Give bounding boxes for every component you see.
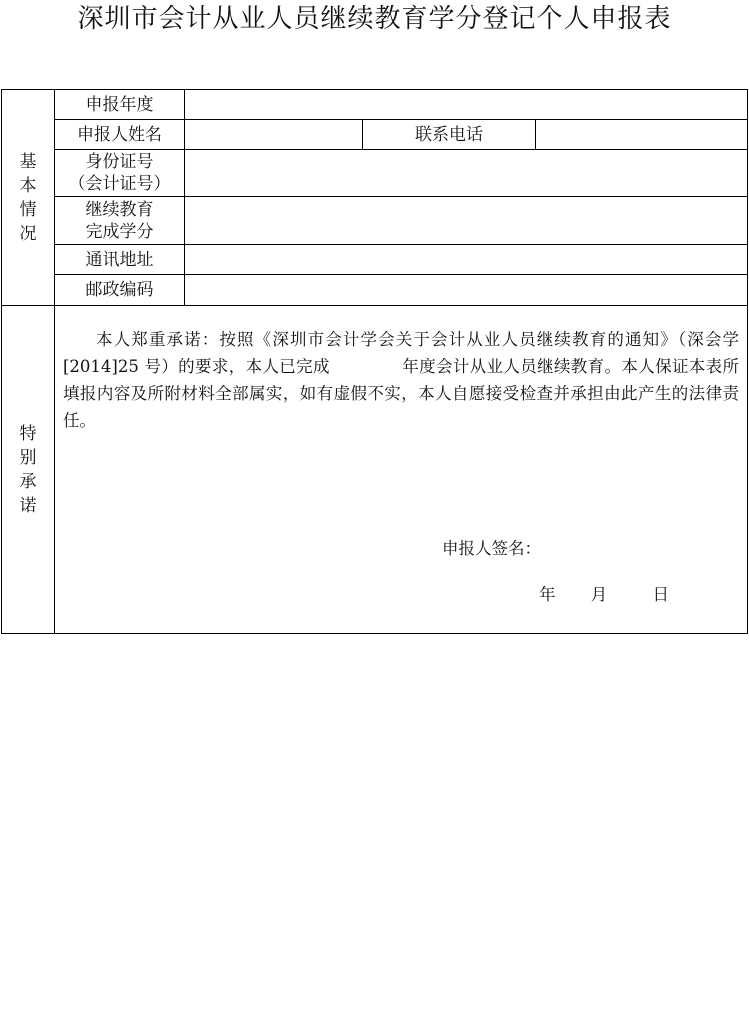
declaration-form	[1, 89, 748, 634]
signature-date	[539, 584, 699, 606]
applicant-name-field[interactable]	[185, 120, 363, 150]
date-day-label: 日	[652, 585, 669, 604]
applicant-name-label: 申报人姓名	[55, 120, 185, 150]
address-label: 通讯地址	[55, 245, 185, 275]
pledge-section-label: 特 别 承 诺	[2, 306, 55, 634]
address-field[interactable]	[185, 245, 748, 275]
page-title: 深圳市会计从业人员继续教育学分登记个人申报表	[77, 4, 672, 34]
report-year-label: 申报年度	[55, 90, 185, 120]
postal-code-label: 邮政编码	[55, 275, 185, 306]
credits-field[interactable]	[185, 197, 748, 245]
signature-label: 申报人签名：	[442, 539, 541, 558]
id-number-field[interactable]	[185, 150, 748, 197]
credits-label: 继续教育 完成学分	[55, 197, 185, 245]
date-year-label: 年	[539, 585, 556, 604]
date-month-label: 月	[590, 585, 608, 604]
pledge-cell	[55, 306, 748, 634]
basic-info-section-label: 基 本 情 况	[2, 90, 55, 306]
report-year-field[interactable]	[185, 90, 748, 120]
phone-label: 联系电话	[363, 120, 536, 150]
postal-code-field[interactable]	[185, 275, 748, 306]
id-number-label: 身份证号 （会计证号）	[55, 150, 185, 197]
phone-field[interactable]	[536, 120, 748, 150]
pledge-text: 本人郑重承诺：按照《深圳市会计学会关于会计从业人员继续教育的通知》（深会学[2014]25 号）的要求，本人已完成 年度会计从业人员继续教育。本人保证本表所填报内容及所附材料全部属实，如有虚假不实，本人自愿接受检查并承担由此产生的法律责任。	[63, 330, 740, 430]
